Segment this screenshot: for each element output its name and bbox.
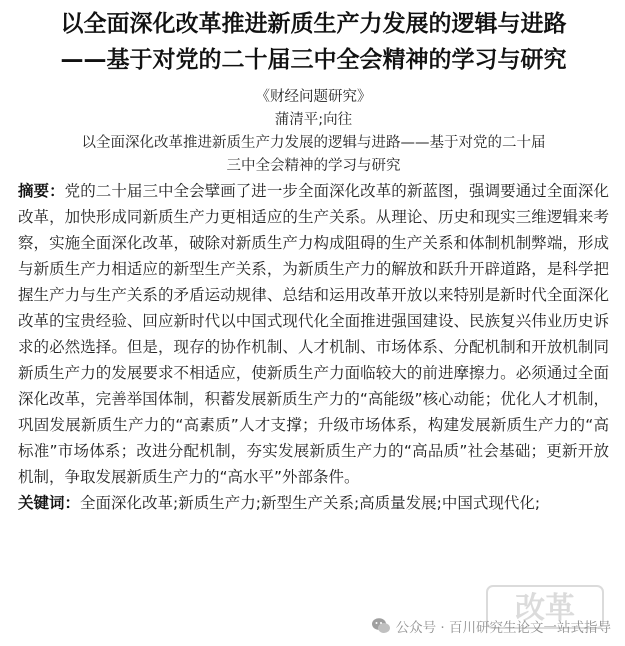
subtitle-line-2: 三中全会精神的学习与研究 bbox=[226, 158, 401, 174]
subtitle-line-1: 以全面深化改革推进新质生产力发展的逻辑与进路——基于对党的二十届 bbox=[81, 135, 546, 151]
title-line-2: ——基于对党的二十届三中全会精神的学习与研究 bbox=[60, 47, 567, 73]
keywords-text: 全面深化改革;新质生产力;新型生产关系;高质量发展;中国式现代化; bbox=[80, 494, 541, 512]
authors: 蒲清平;向往 bbox=[274, 112, 353, 128]
watermark-text: 公众号 · 百川研究生论文一站式指导 bbox=[395, 620, 611, 636]
abstract bbox=[18, 178, 609, 490]
title-line-1: 以全面深化改革推进新质生产力发展的逻辑与进路 bbox=[60, 11, 567, 37]
abstract-label: 摘要： bbox=[18, 182, 65, 200]
journal-name: 《财经问题研究》 bbox=[255, 89, 372, 105]
abstract-text: 党的二十届三中全会擘画了进一步全面深化改革的新蓝图，强调要通过全面深化改革，加快形成同新质生产力更相适应的生产关系。从理论、历史和现实三维逻辑来考察，实施全面深化改革，破除对新质生产力构成阻碍的生产关系和体制机制弊端，形成与新质生产力相适应的新型生产关系，为新质生产力的解放和跃升开辟道路，是科学把握生产力与生产关系的矛盾运动规律、总结和运用改革开放以来特别是新时代全面深化改革的宝贵经验、回应新时代以中国式现代化全面推进强国建设、民族复兴伟业历史诉求的必然选择。但是，现存的协作机制、人才机制、市场体系、分配机制和开放机制同新质生产力的发展要求不相适应，使新质生产力面临较大的前进摩擦力。必须通过全面深化改革，完善举国体制，积蓄发展新质生产力的“高能级”核心动能；优化人才机制，巩固发展新质生产力的“高素质”人才支撑；升级市场体系，构建发展新质生产力的“高标准”市场体系；改进分配机制，夯实发展新质生产力的“高品质”社会基础；更新开放机制，争取发展新质生产力的“高水平”外部条件。 bbox=[18, 182, 609, 486]
keywords bbox=[18, 490, 609, 516]
watermark bbox=[371, 616, 611, 636]
stamp-text: 改革 bbox=[515, 591, 575, 626]
keywords-label: 关键词： bbox=[18, 494, 81, 512]
wechat-icon bbox=[371, 616, 391, 636]
